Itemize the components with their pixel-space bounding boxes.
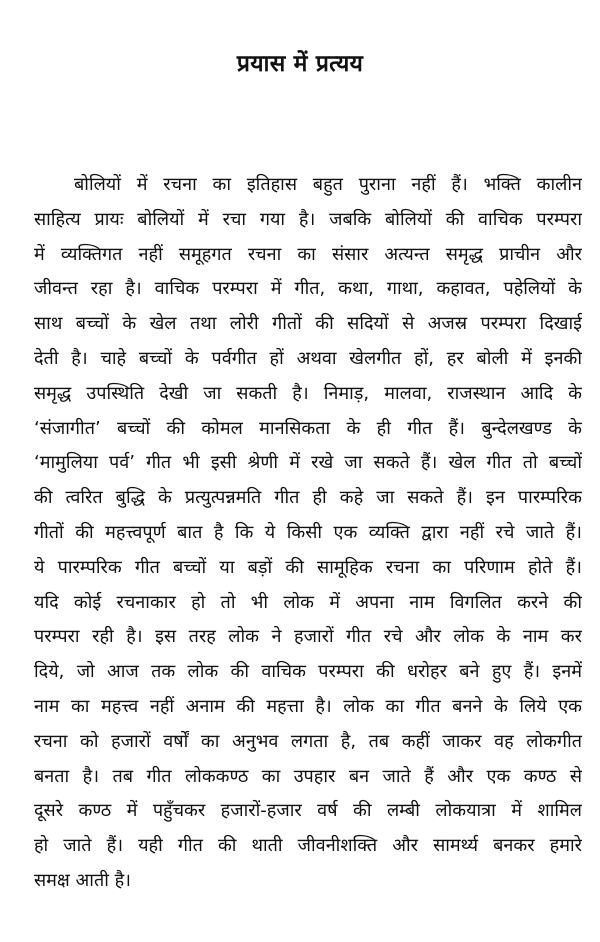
paragraph-line: साथ बच्चों के खेल तथा लोरी गीतों की सदियों से अजस्र परम्परा दिखाई (34, 313, 582, 335)
paragraph-line: ‘संजागीत’ बच्चों की कोमल मानसिकता के ही गीत हैं। बुन्देलखण्ड के (34, 417, 582, 439)
paragraph-line: की त्वरित बुद्धि के प्रत्युत्पन्नमति गीत ही कहे जा सकते हैं। इन पारम्परिक (34, 487, 582, 509)
paragraph-line: दूसरे कण्ठ में पहुँचकर हजारों-हजार वर्ष की लम्बी लोकयात्रा में शामिल (34, 800, 582, 822)
paragraph-line: साहित्य प्रायः बोलियों में रचा गया है। जबकि बोलियों की वाचिक परम्परा (34, 208, 582, 230)
paragraph-line: बनता है। तब गीत लोककण्ठ का उपहार बन जाते हैं और एक कण्ठ से (34, 765, 582, 787)
paragraph-line: बोलियों में रचना का इतिहास बहुत पुराना नहीं हैं। भक्ति कालीन (74, 174, 582, 195)
paragraph-line: परम्परा रही है। इस तरह लोक ने हजारों गीत रचे और लोक के नाम कर (34, 626, 582, 648)
paragraph-line: देती है। चाहे बच्चों के पर्वगीत हों अथवा खेलगीत हों, हर बोली में इनकी (34, 347, 582, 369)
body-paragraph (34, 168, 582, 899)
paragraph-line: जीवन्त रहा है। वाचिक परम्परा में गीत, कथा, गाथा, कहावत, पहेलियों के (34, 278, 582, 300)
paragraph-line: हो जाते हैं। यही गीत की थाती जीवनीशक्ति और सामर्थ्य बनकर हमारे (34, 835, 582, 857)
paragraph-line: यदि कोई रचनाकार हो तो भी लोक में अपना नाम विगलित करने की (34, 591, 582, 613)
paragraph-line: नाम का महत्त्व नहीं अनाम की महत्ता है। लोक का गीत बनने के लिये एक (34, 695, 582, 717)
paragraph-line: में व्यक्तिगत नहीं समूहगत रचना का संसार अत्यन्त समृद्ध प्राचीन और (34, 243, 582, 265)
page-title: प्रयास में प्रत्यय (236, 51, 364, 77)
paragraph-line: ये पारम्परिक गीत बच्चों या बड़ों की सामूहिक रचना का परिणाम होते हैं। (34, 556, 582, 578)
paragraph-line: समृद्ध उपस्थिति देखी जा सकती है। निमाड़, मालवा, राजस्थान आदि के (34, 382, 582, 404)
paragraph-line: ‘मामुलिया पर्व’ गीत भी इसी श्रेणी में रखे जा सकते हैं। खेल गीत तो बच्चों (34, 452, 582, 474)
paragraph-line: गीतों की महत्त्वपूर्ण बात है कि ये किसी एक व्यक्ति द्वारा नहीं रचे जाते हैं। (34, 521, 582, 543)
paragraph-line: रचना को हजारों वर्षों का अनुभव लगता है, तब कहीं जाकर वह लोकगीत (34, 730, 582, 752)
paragraph-line: दिये, जो आज तक लोक की वाचिक परम्परा की धरोहर बने हुए हैं। इनमें (34, 661, 582, 683)
paragraph-line: समक्ष आती है। (34, 869, 131, 891)
